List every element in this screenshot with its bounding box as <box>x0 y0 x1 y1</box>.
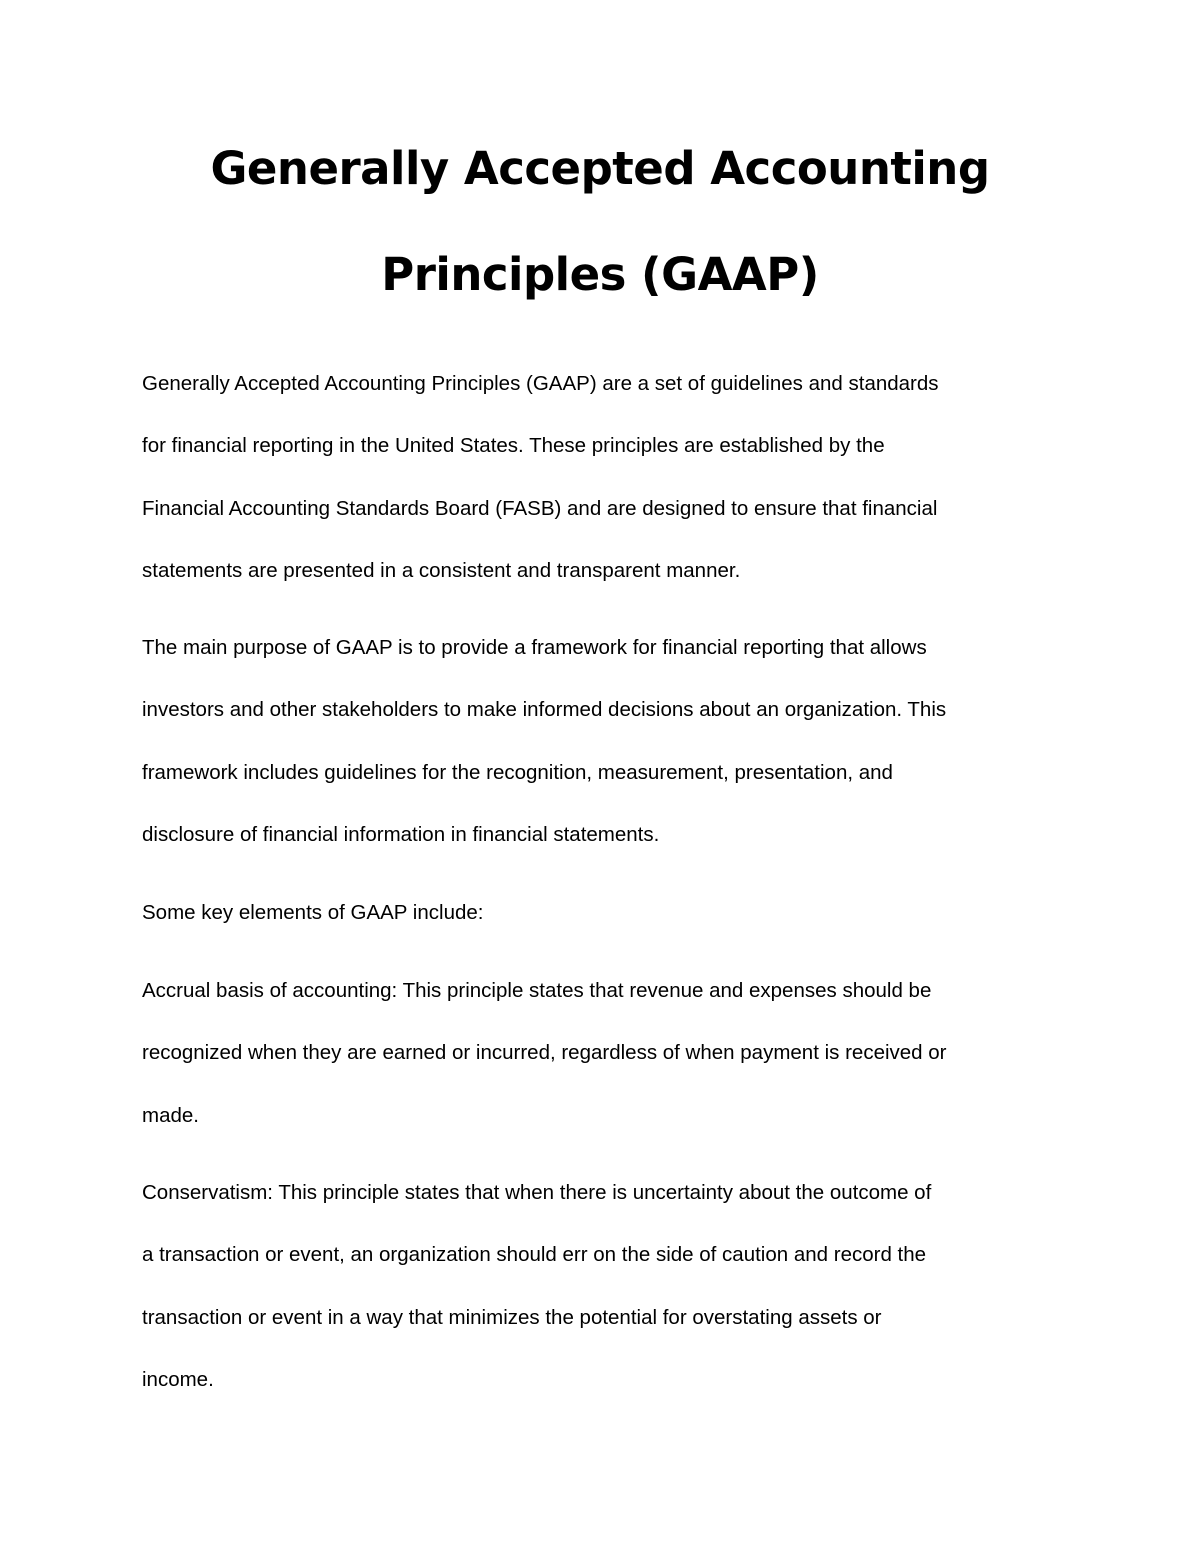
text-line: transaction or event in a way that minimizes the potential for overstating assets or <box>142 1305 882 1329</box>
text-line: made. <box>142 1103 199 1127</box>
text-line: investors and other stakeholders to make informed decisions about an organization. This <box>142 698 947 722</box>
paragraph-conservatism <box>142 1162 1072 1411</box>
text-line: Accrual basis of accounting: This principle states that revenue and expenses should be <box>142 979 932 1002</box>
paragraph-accrual-basis <box>142 960 1072 1147</box>
text-line: disclosure of financial information in financial statements. <box>142 822 660 846</box>
text-line: a transaction or event, an organization should err on the side of caution and record the <box>142 1243 927 1267</box>
paragraph-purpose <box>142 617 1072 866</box>
document-title-line-1: Generally Accepted Accounting <box>210 142 990 195</box>
text-line: recognized when they are earned or incurred, regardless of when payment is received or <box>142 1041 947 1065</box>
text-line: Generally Accepted Accounting Principles (GAAP) are a set of guidelines and standards <box>142 372 939 395</box>
text-line: Some key elements of GAAP include: <box>142 901 484 924</box>
document-title-line-2: Principles (GAAP) <box>381 248 819 301</box>
text-line: statements are presented in a consistent and transparent manner. <box>142 558 741 582</box>
text-line: The main purpose of GAAP is to provide a framework for financial reporting that allows <box>142 636 927 659</box>
text-line: framework includes guidelines for the recognition, measurement, presentation, and <box>142 760 893 784</box>
paragraph-intro <box>142 353 1072 602</box>
text-line: Conservatism: This principle states that when there is uncertainty about the outcome of <box>142 1181 932 1204</box>
text-line: for financial reporting in the United States. These principles are established by the <box>142 434 885 458</box>
text-line: Financial Accounting Standards Board (FASB) and are designed to ensure that financial <box>142 496 938 520</box>
text-line: income. <box>142 1367 214 1391</box>
paragraph-key-elements <box>142 882 1072 944</box>
